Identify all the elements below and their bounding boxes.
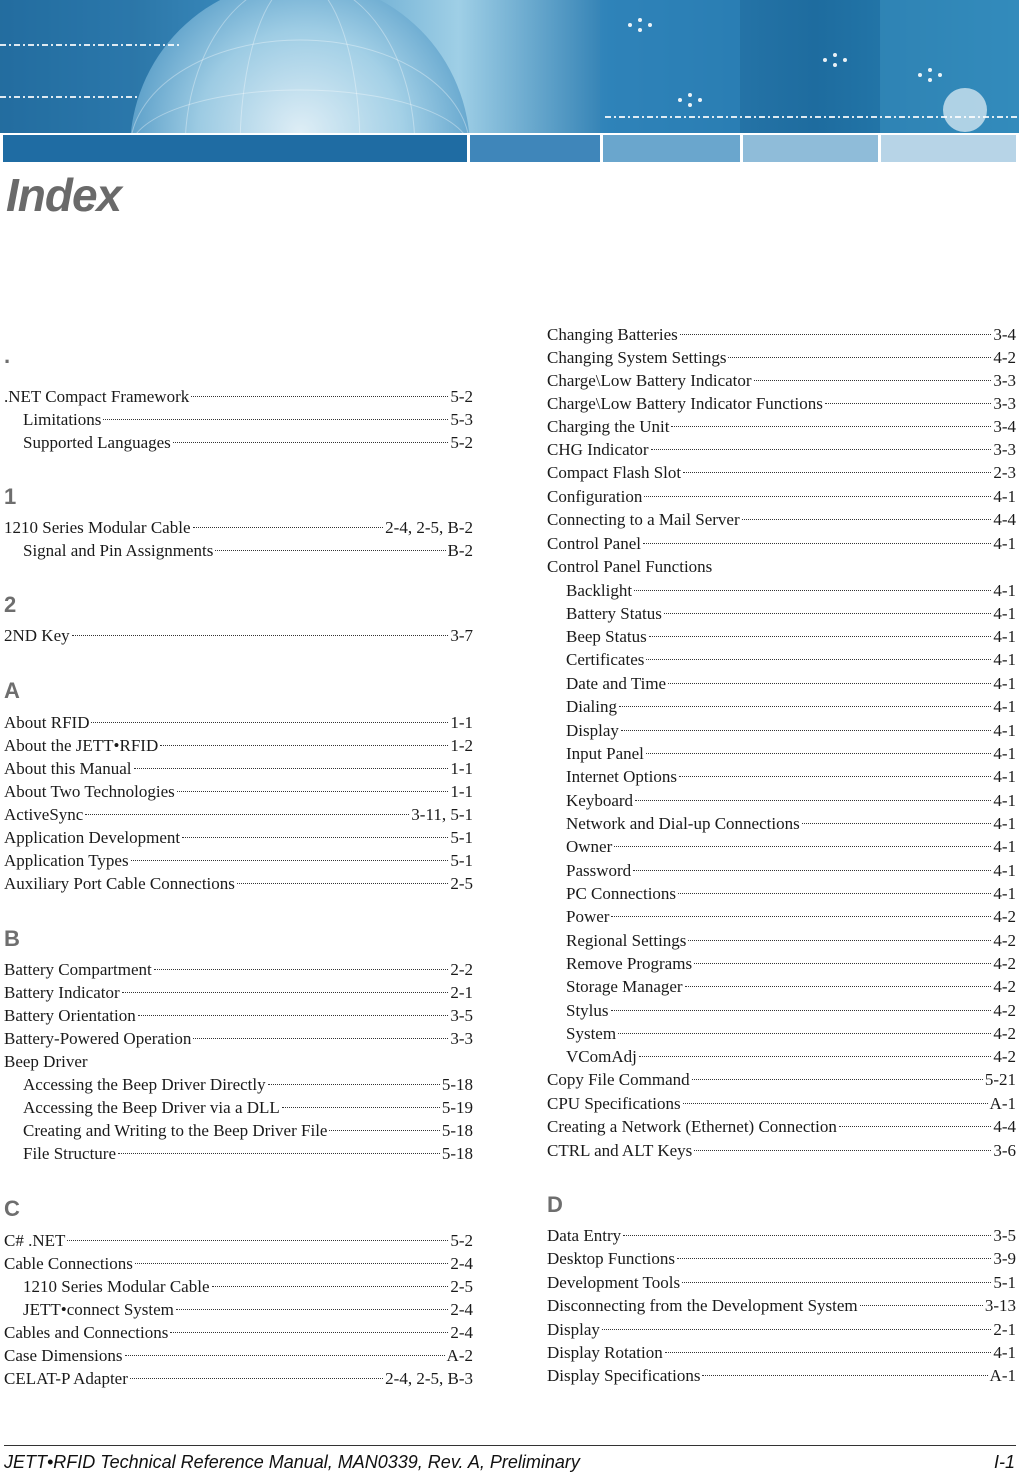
index-entry[interactable]: Creating a Network (Ethernet) Connection 4-4	[547, 1117, 1016, 1136]
index-subentry[interactable]: VComAdj 4-2	[566, 1047, 1016, 1066]
index-subentry[interactable]: Display 4-1	[566, 721, 1016, 740]
index-subentry[interactable]: Remove Programs 4-2	[566, 954, 1016, 973]
index-subentry[interactable]: Accessing the Beep Driver Directly 5-18	[23, 1075, 473, 1094]
index-entry[interactable]: CELAT-P Adapter 2-4, 2-5, B-3	[4, 1369, 473, 1388]
index-subentry[interactable]: Stylus 4-2	[566, 1001, 1016, 1020]
index-entry[interactable]: About the JETT•RFID 1-2	[4, 736, 473, 755]
section-heading-c: C	[4, 1196, 20, 1221]
index-subentry[interactable]: Owner 4-1	[566, 837, 1016, 856]
index-entry[interactable]: Cable Connections 2-4	[4, 1254, 473, 1273]
footer-rule	[4, 1445, 1016, 1446]
index-entry[interactable]: Battery Compartment 2-2	[4, 960, 473, 979]
index-subentry[interactable]: Beep Status 4-1	[566, 627, 1016, 646]
index-subentry[interactable]: File Structure 5-18	[23, 1144, 473, 1163]
section-heading-b: B	[4, 926, 20, 951]
index-subentry[interactable]: Network and Dial-up Connections 4-1	[566, 814, 1016, 833]
section-heading-a: A	[4, 678, 20, 703]
index-subentry[interactable]: Backlight 4-1	[566, 581, 1016, 600]
index-subentry[interactable]: PC Connections 4-1	[566, 884, 1016, 903]
index-entry[interactable]: Connecting to a Mail Server 4-4	[547, 510, 1016, 529]
index-subentry[interactable]: Password 4-1	[566, 861, 1016, 880]
index-subentry[interactable]: Power 4-2	[566, 907, 1016, 926]
index-subentry[interactable]: JETT•connect System 2-4	[23, 1300, 473, 1319]
index-subentry[interactable]: Dialing 4-1	[566, 697, 1016, 716]
index-entry[interactable]: Compact Flash Slot 2-3	[547, 463, 1016, 482]
banner-artwork	[0, 0, 1019, 163]
index-entry[interactable]: Changing Batteries 3-4	[547, 325, 1016, 344]
index-subentry[interactable]: Certificates 4-1	[566, 650, 1016, 669]
index-subentry[interactable]: Keyboard 4-1	[566, 791, 1016, 810]
footer-manual-title: JETT•RFID Technical Reference Manual, MAN0339, Rev. A, Preliminary	[4, 1452, 580, 1472]
index-entry[interactable]: Display Rotation 4-1	[547, 1343, 1016, 1362]
index-entry[interactable]: CPU Specifications A-1	[547, 1094, 1016, 1113]
index-entry: Beep Driver	[4, 1052, 88, 1071]
index-subentry[interactable]: Internet Options 4-1	[566, 767, 1016, 786]
index-subentry[interactable]: Battery Status 4-1	[566, 604, 1016, 623]
index-entry[interactable]: Battery-Powered Operation 3-3	[4, 1029, 473, 1048]
index-subentry[interactable]: System 4-2	[566, 1024, 1016, 1043]
index-entry[interactable]: CHG Indicator 3-3	[547, 440, 1016, 459]
index-subentry[interactable]: Date and Time 4-1	[566, 674, 1016, 693]
index-subentry[interactable]: Limitations 5-3	[23, 410, 473, 429]
index-entry[interactable]: 2ND Key 3-7	[4, 626, 473, 645]
index-entry[interactable]: About Two Technologies 1-1	[4, 782, 473, 801]
index-entry[interactable]: Charge\Low Battery Indicator 3-3	[547, 371, 1016, 390]
index-entry[interactable]: Data Entry 3-5	[547, 1226, 1016, 1245]
index-entry[interactable]: Cables and Connections 2-4	[4, 1323, 473, 1342]
index-entry[interactable]: Control Panel 4-1	[547, 534, 1016, 553]
index-entry[interactable]: Changing System Settings 4-2	[547, 348, 1016, 367]
page-title: Index	[6, 169, 122, 221]
index-entry[interactable]: Charge\Low Battery Indicator Functions 3-3	[547, 394, 1016, 413]
index-entry[interactable]: Configuration 4-1	[547, 487, 1016, 506]
index-entry[interactable]: Desktop Functions 3-9	[547, 1249, 1016, 1268]
index-entry[interactable]: Disconnecting from the Development System 3-13	[547, 1296, 1016, 1315]
index-subentry[interactable]: Accessing the Beep Driver via a DLL 5-19	[23, 1098, 473, 1117]
footer-page-number: I-1	[993, 1452, 1015, 1472]
section-heading-d: D	[547, 1192, 563, 1217]
index-entry[interactable]: C# .NET 5-2	[4, 1231, 473, 1250]
index-entry[interactable]: Display 2-1	[547, 1320, 1016, 1339]
index-subentry[interactable]: Input Panel 4-1	[566, 744, 1016, 763]
index-entry[interactable]: Auxiliary Port Cable Connections 2-5	[4, 874, 473, 893]
index-subentry[interactable]: Regional Settings 4-2	[566, 931, 1016, 950]
section-heading-2: 2	[4, 592, 17, 617]
index-entry[interactable]: Application Development 5-1	[4, 828, 473, 847]
index-entry[interactable]: Application Types 5-1	[4, 851, 473, 870]
index-entry[interactable]: Charging the Unit 3-4	[547, 417, 1016, 436]
index-entry[interactable]: Case Dimensions A-2	[4, 1346, 473, 1365]
index-entry[interactable]: Development Tools 5-1	[547, 1273, 1016, 1292]
index-subentry[interactable]: 1210 Series Modular Cable 2-5	[23, 1277, 473, 1296]
section-heading-1: 1	[4, 484, 17, 509]
section-heading-dot: .	[4, 343, 11, 368]
header-banner	[0, 0, 1019, 163]
index-entry[interactable]: .NET Compact Framework 5-2	[4, 387, 473, 406]
index-subentry[interactable]: Supported Languages 5-2	[23, 433, 473, 452]
index-entry: Control Panel Functions	[547, 557, 713, 576]
index-entry[interactable]: Battery Orientation 3-5	[4, 1006, 473, 1025]
index-entry[interactable]: 1210 Series Modular Cable 2-4, 2-5, B-2	[4, 518, 473, 537]
index-entry[interactable]: Copy File Command 5-21	[547, 1070, 1016, 1089]
index-entry[interactable]: ActiveSync 3-11, 5-1	[4, 805, 473, 824]
index-entry[interactable]: About this Manual 1-1	[4, 759, 473, 778]
index-entry[interactable]: About RFID 1-1	[4, 713, 473, 732]
index-subentry[interactable]: Storage Manager 4-2	[566, 977, 1016, 996]
index-subentry[interactable]: Signal and Pin Assignments B-2	[23, 541, 473, 560]
index-entry[interactable]: Display Specifications A-1	[547, 1366, 1016, 1385]
index-subentry[interactable]: Creating and Writing to the Beep Driver File 5-18	[23, 1121, 473, 1140]
index-entry[interactable]: Battery Indicator 2-1	[4, 983, 473, 1002]
index-entry[interactable]: CTRL and ALT Keys 3-6	[547, 1141, 1016, 1160]
